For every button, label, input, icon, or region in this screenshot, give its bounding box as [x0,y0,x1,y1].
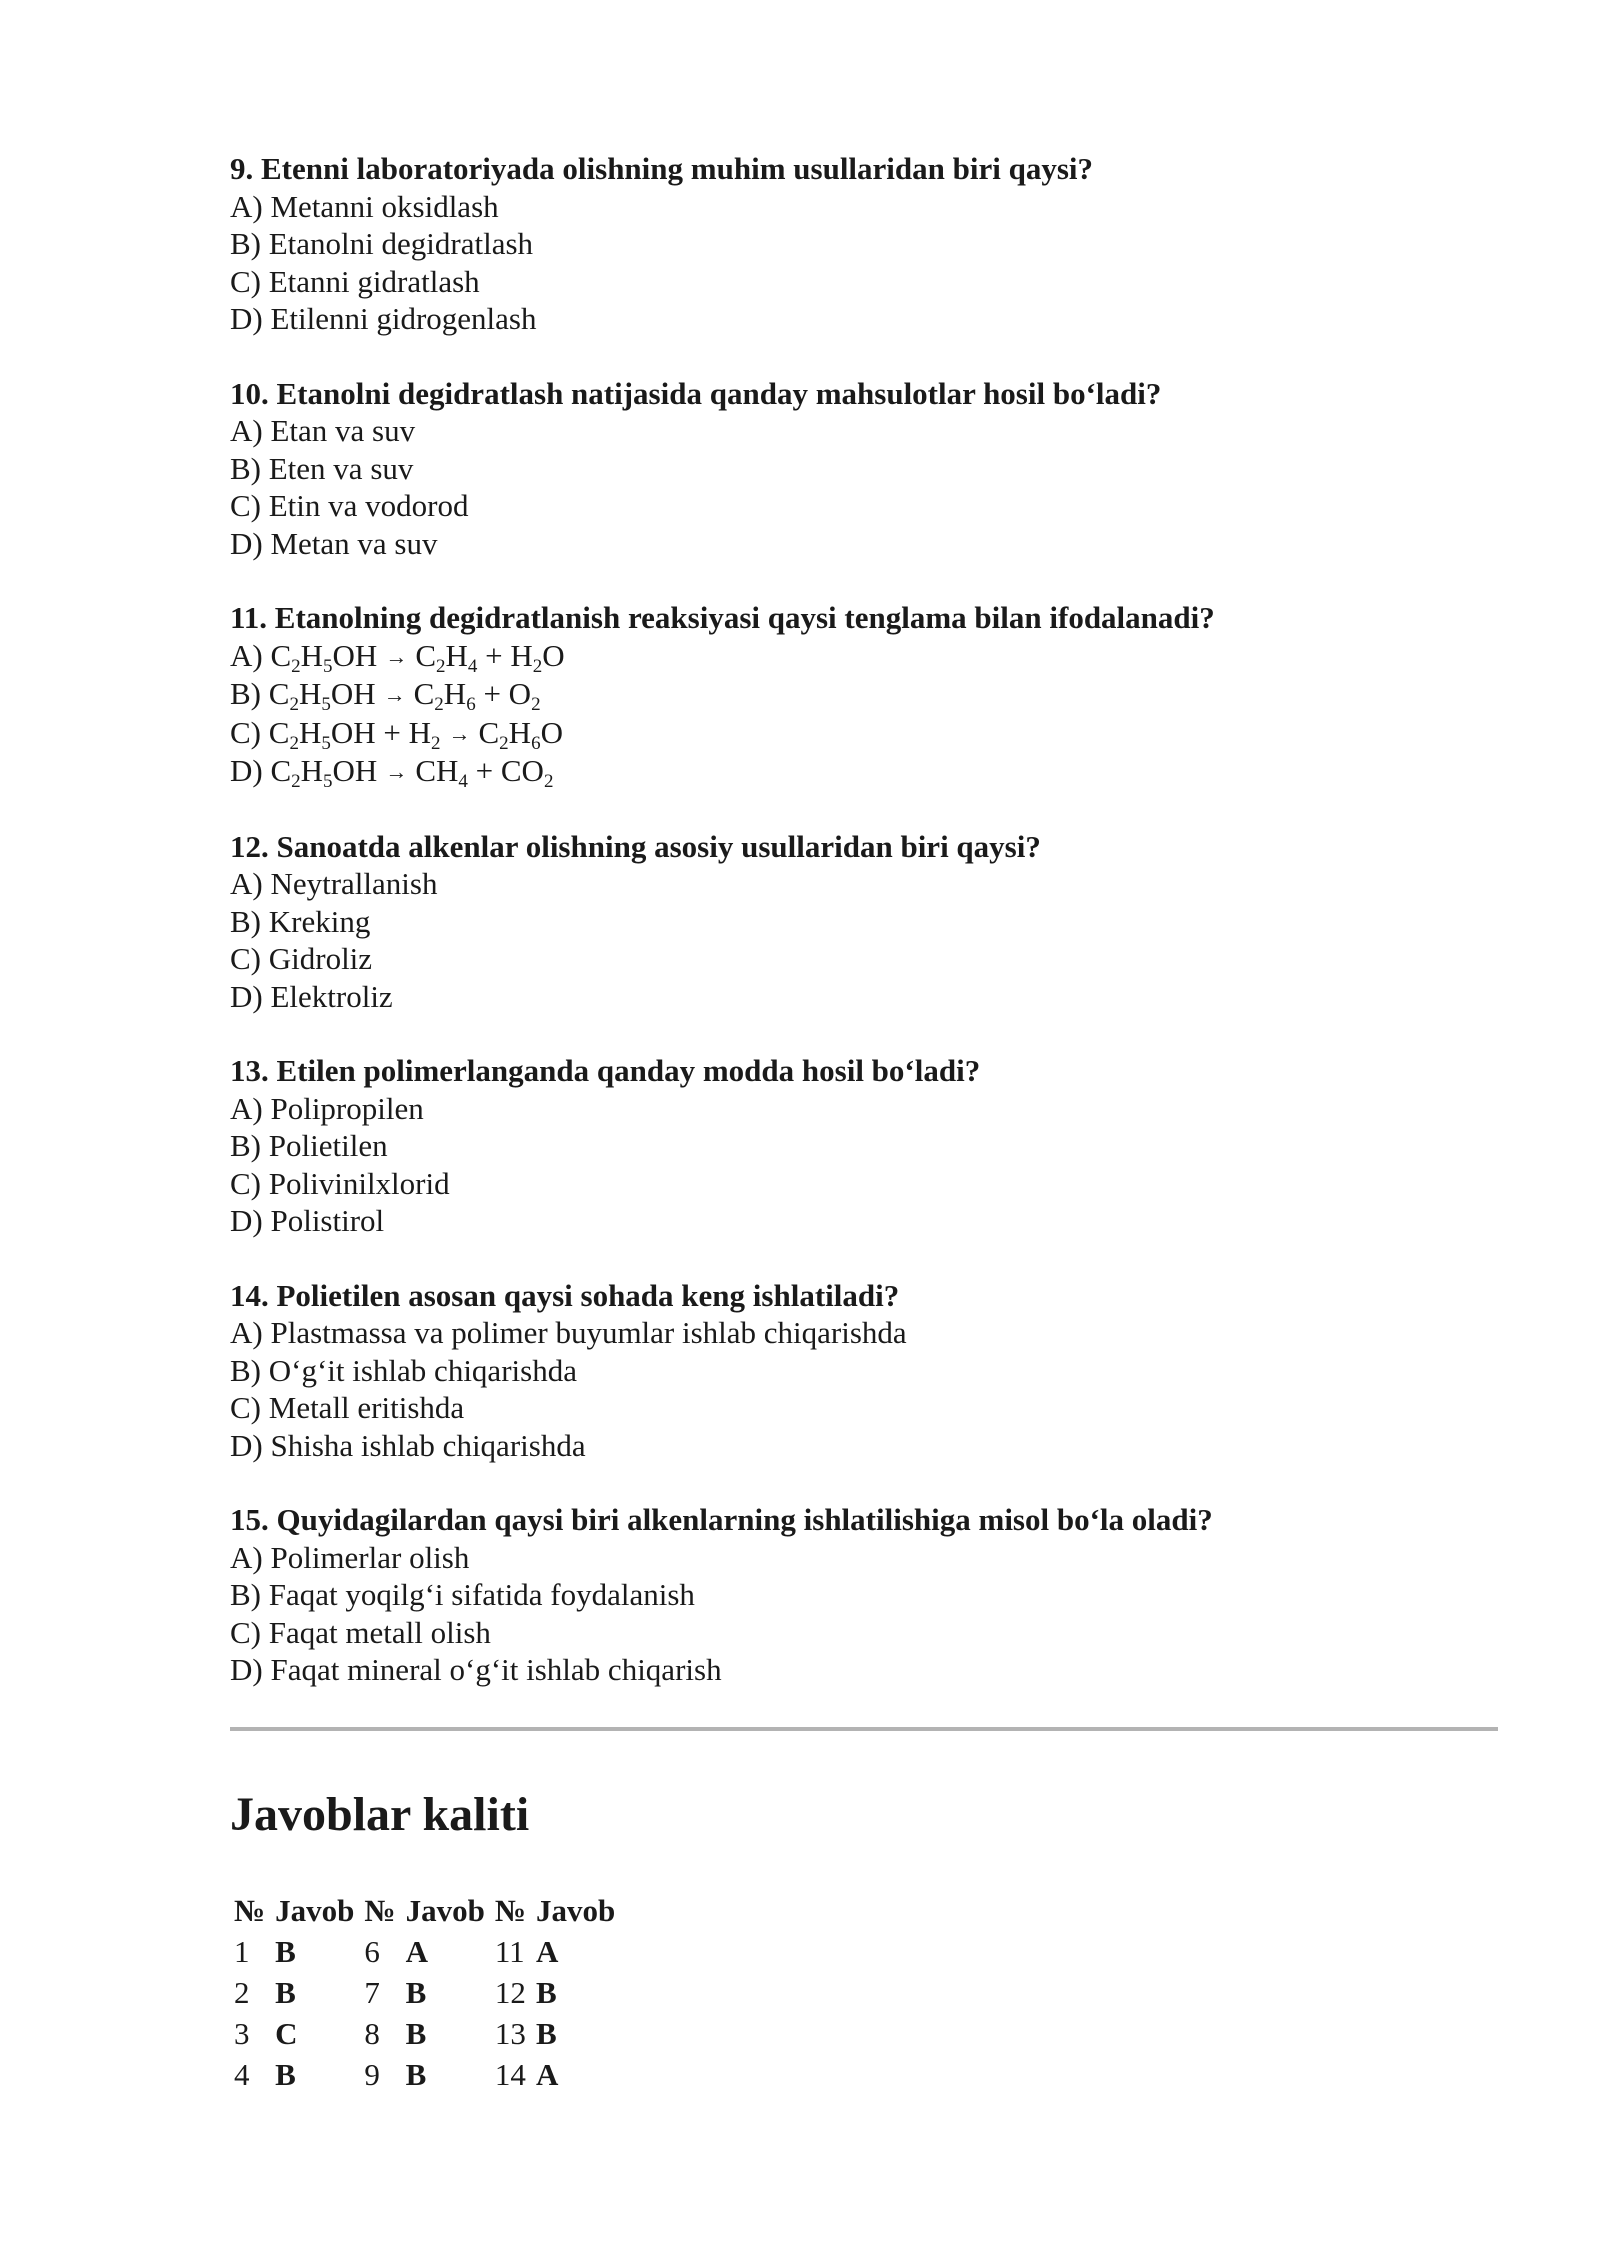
question-15 [230,1501,1500,1689]
question-number: 8 [364,2015,380,2051]
answer-column-header: Javob [275,1892,355,1928]
answer-column-header: Javob [535,1892,616,1928]
answer-option: A) Neytrallanish [230,866,438,901]
answer-option: B) Polietilen [230,1128,388,1163]
answer-letter: B [405,2015,427,2051]
answer-option: B) Kreking [230,903,371,939]
answer-column-header: Javob [405,1892,485,1928]
table-row [230,2054,621,2095]
answer-letter: B [275,2056,296,2092]
answer-letter: A [535,1933,559,1969]
number-column-header: № [364,1892,396,1928]
question-title: 9. Etenni laboratoriyada olishning muhim usullaridan biri qaysi? [230,151,1094,186]
answer-option: B) Etanolni degidratlash [230,226,534,261]
question-title: 15. Quyidagilardan qaysi biri alkenlarning ishlatilishiga misol bo‘la oladi? [230,1502,1213,1537]
answer-letter: A [535,2056,559,2092]
answer-option-equation: B) $C_2H_5OH \to C_2H_6 + O_2$ [230,676,541,715]
question-11 [230,599,1500,791]
answer-option: B) Faqat yoqilg‘i sifatida foydalanish [230,1577,695,1612]
question-title: 11. Etanolning degidratlanish reaksiyasi qaysi tenglama bilan ifodalanadi? [230,600,1215,635]
question-number: 6 [364,1933,380,1969]
answer-key-heading: Javoblar kaliti [230,1788,530,1841]
number-column-header: № [494,1892,526,1928]
answer-option: A) Polimerlar olish [230,1539,470,1575]
answer-option: C) Polivinilxlorid [230,1165,450,1201]
answer-option: D) Elektroliz [230,978,393,1014]
question-title: 13. Etilen polimerlanganda qanday modda hosil bo‘ladi? [230,1053,981,1088]
answer-letter: B [535,1974,557,2010]
question-number: 2 [234,1974,250,2010]
question-number: 3 [234,2015,250,2051]
answer-letter: B [275,1933,296,1969]
answer-option: C) Faqat metall olish [230,1614,491,1650]
answer-option-equation: D) $C_2H_5OH \to CH_4 + CO_2$ [230,753,554,792]
question-13 [230,1052,1500,1240]
answer-option: D) Faqat mineral o‘g‘it ishlab chiqarish [230,1652,722,1687]
document-page [230,150,1500,2092]
answer-option: D) Etilenni gidrogenlash [230,301,537,336]
question-title: 10. Etanolni degidratlash natijasida qanday mahsulotlar hosil bo‘ladi? [230,375,1162,411]
number-column-header: № [234,1892,266,1928]
answer-option: B) Eten va suv [230,450,414,486]
answer-option: A) Metanni oksidlash [230,188,499,224]
answer-letter: B [535,2015,557,2051]
answer-letter: C [275,2015,298,2051]
question-number: 13 [494,2015,526,2051]
question-10 [230,375,1500,563]
answer-option: D) Polistirol [230,1203,385,1238]
section-divider [230,1727,1498,1731]
answer-option: D) Metan va suv [230,525,438,561]
answer-option: D) Shisha ishlab chiqarishda [230,1427,586,1463]
answer-letter: B [405,1974,427,2010]
question-14 [230,1277,1500,1465]
answer-option: A) Polipropilen [230,1090,424,1126]
answer-option-equation: A) $C_2H_5OH \to C_2H_4 + H_2O$ [230,637,565,677]
answer-option-equation: C) $C_2H_5OH + H_2 \to C_2H_6O$ [230,714,563,754]
question-number: 9 [364,2056,380,2092]
answer-letter: A [405,1933,428,1969]
question-number: 11 [494,1933,525,1969]
question-9 [230,150,1500,338]
answer-option: C) Etanni gidratlash [230,263,480,299]
question-number: 4 [234,2056,250,2092]
answer-letter: B [405,2056,427,2092]
answer-option: A) Etan va suv [230,413,416,448]
question-12 [230,828,1500,1016]
table-row [230,1972,621,2013]
question-title: 14. Polietilen asosan qaysi sohada keng ishlatiladi? [230,1277,900,1313]
question-number: 14 [494,2056,526,2092]
question-number: 12 [494,1974,526,2010]
answer-letter: B [275,1974,296,2010]
answer-option: B) O‘g‘it ishlab chiqarishda [230,1352,577,1388]
table-row [230,1931,621,1972]
question-title: 12. Sanoatda alkenlar olishning asosiy usullaridan biri qaysi? [230,828,1041,864]
answer-option: C) Metall eritishda [230,1390,465,1425]
table-row [230,2013,621,2054]
answer-option: A) Plastmassa va polimer buyumlar ishlab chiqarishda [230,1315,907,1350]
answer-key-header-row [230,1890,621,1931]
answer-key-table [230,1890,621,2095]
answer-option: C) Etin va vodorod [230,488,469,523]
answer-option: C) Gidroliz [230,941,373,976]
question-number: 7 [364,1974,380,2010]
question-number: 1 [234,1933,250,1969]
